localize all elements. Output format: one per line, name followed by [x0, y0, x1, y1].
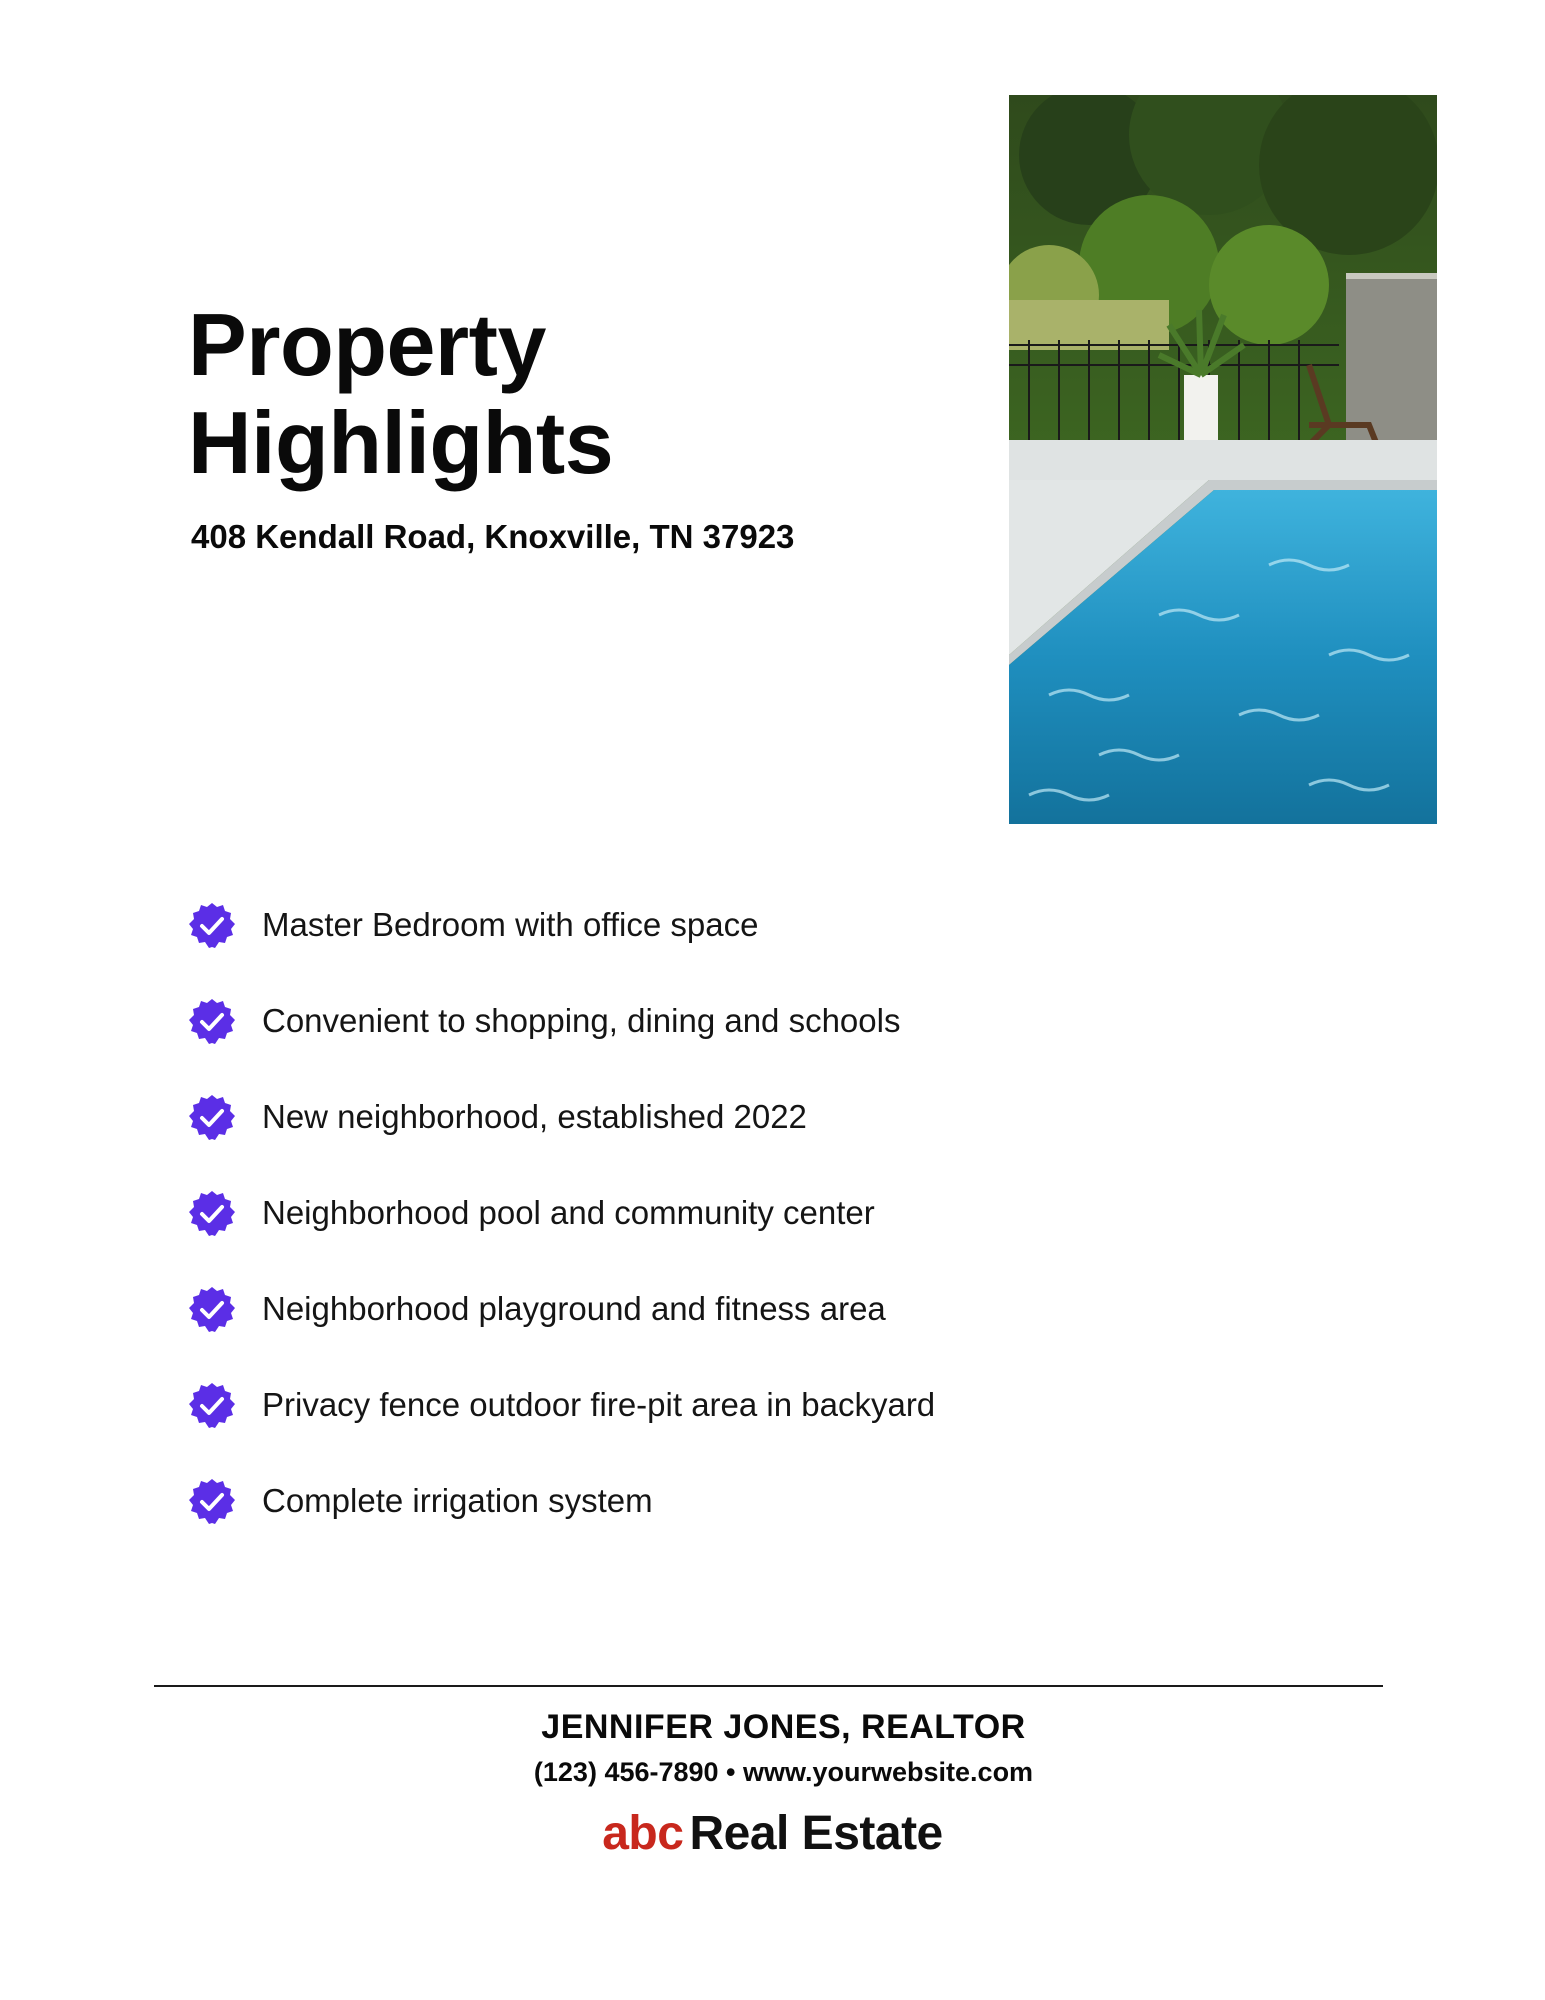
check-badge-icon — [188, 1382, 236, 1430]
check-badge-icon — [188, 902, 236, 950]
check-badge-icon — [188, 998, 236, 1046]
page-title — [188, 296, 888, 492]
check-badge-icon — [188, 1286, 236, 1334]
feature-item — [188, 902, 935, 998]
agent-contact: (123) 456-7890 • www.yourwebsite.com — [533, 1757, 1034, 1787]
footer-divider — [154, 1685, 1383, 1687]
check-badge-icon — [188, 1094, 236, 1142]
page-title-line-1: Property — [188, 295, 546, 394]
feature-text: Master Bedroom with office space — [262, 906, 759, 943]
brand-logo — [0, 1806, 1545, 1861]
page-title-line-2: Highlights — [188, 393, 614, 492]
property-address: 408 Kendall Road, Knoxville, TN 37923 — [191, 518, 795, 555]
feature-text: Neighborhood playground and fitness area — [262, 1290, 886, 1327]
agent-name: JENNIFER JONES, REALTOR — [541, 1708, 1026, 1746]
feature-text: Complete irrigation system — [262, 1482, 653, 1519]
feature-text: New neighborhood, established 2022 — [262, 1098, 807, 1135]
feature-text: Privacy fence outdoor fire-pit area in backyard — [262, 1386, 936, 1423]
logo-text: Real Estate — [689, 1807, 943, 1860]
feature-text: Convenient to shopping, dining and schools — [262, 1002, 901, 1039]
feature-item — [188, 1478, 935, 1574]
feature-text: Neighborhood pool and community center — [262, 1194, 875, 1231]
feature-item — [188, 998, 935, 1094]
check-badge-icon — [188, 1190, 236, 1238]
feature-item — [188, 1382, 935, 1478]
check-badge-icon — [188, 1478, 236, 1526]
feature-item — [188, 1286, 935, 1382]
feature-item — [188, 1190, 935, 1286]
logo-prefix: abc — [602, 1807, 684, 1860]
feature-item — [188, 1094, 935, 1190]
pool-photo — [1009, 95, 1437, 824]
feature-list — [188, 902, 935, 1574]
